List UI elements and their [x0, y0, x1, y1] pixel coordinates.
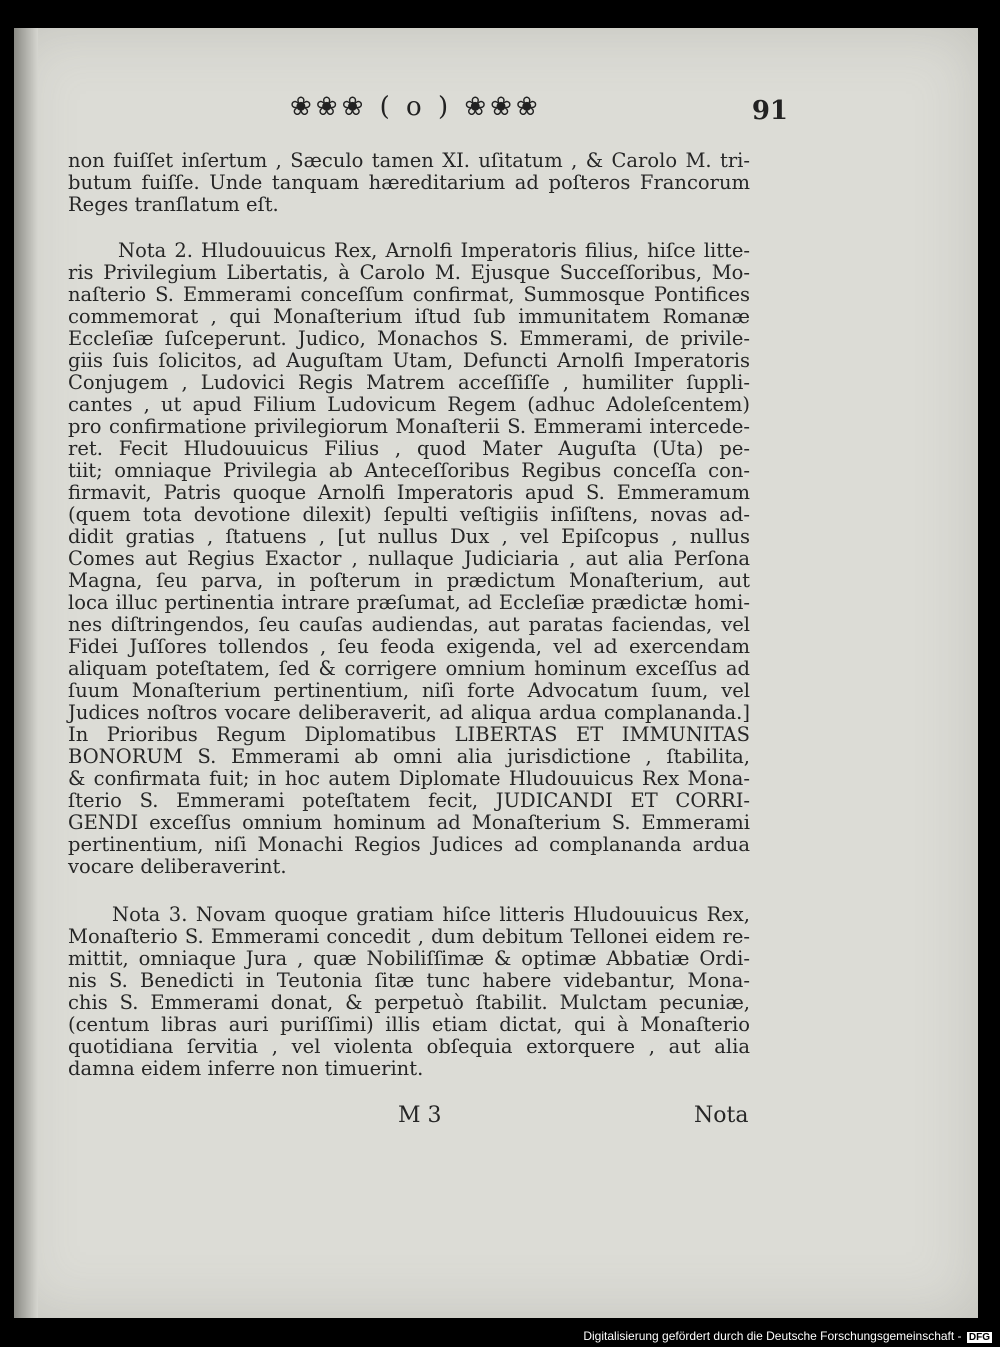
text-line: In Prioribus Regum Diplomatibus LIBERTAS ET IMMUNITAS	[68, 723, 750, 746]
page-spine-shadow	[14, 28, 38, 1318]
text-line: damna eidem inferre non timuerint.	[68, 1057, 424, 1080]
text-line: Conjugem , Ludovici Regis Matrem acceſſiſſe , humiliter ſuppli-	[68, 371, 750, 394]
text-line: Fidei Juſſores tollendos , ſeu feoda exigenda, vel ad exercendam	[68, 635, 750, 658]
text-line: vocare deliberaverint.	[68, 855, 287, 878]
text-line: ſuum Monaſterium pertinentium, niſi forte Advocatum ſuum, vel	[68, 679, 750, 702]
text-line: cantes , ut apud Filium Ludovicum Regem (adhuc Adoleſcentem)	[68, 393, 750, 416]
text-line: pro confirmatione privilegiorum Monaſterii S. Emmerami intercede-	[68, 415, 750, 438]
text-line: Eccleſiæ ſuſceperunt. Judico, Monachos S. Emmerami, de privile-	[68, 327, 750, 350]
text-line: commemorat , qui Monaſterium iſtud ſub immunitatem Romanæ	[68, 305, 750, 328]
text-line: non fuiſſet inſertum , Sæculo tamen XI. uſitatum , & Carolo M. tri-	[68, 149, 750, 172]
text-line: ret. Fecit Hludouuicus Filius , quod Mater Auguſta (Uta) pe-	[68, 437, 750, 460]
text-line: Monaſterio S. Emmerami concedit , dum debitum Tellonei eidem re-	[68, 925, 750, 948]
text-line: Judices noſtros vocare deliberaverit, ad aliqua ardua complananda.]	[68, 701, 750, 724]
text-line: (centum libras auri puriſſimi) illis etiam dictat, qui à Monaſterio	[68, 1013, 750, 1036]
dfg-logo: DFG	[968, 1332, 990, 1343]
text-line: didit gratias , ſtatuens , [ut nullus Dux , vel Epiſcopus , nullus	[68, 525, 750, 548]
page-number: 91	[751, 96, 788, 126]
header-ornament: ❀❀❀ ( o ) ❀❀❀	[290, 92, 542, 122]
text-line: naſterio S. Emmerami conceſſum confirmat, Summosque Pontifices	[68, 283, 750, 306]
text-line: pertinentium, niſi Monachi Regios Judices ad complananda ardua	[68, 833, 750, 856]
paragraph-continuation	[68, 150, 750, 216]
text-line: nis S. Benedicti in Teutonia ſitæ tunc habere videbantur, Mona-	[68, 969, 750, 992]
page-header	[0, 92, 1000, 132]
credit-text: Digitalisierung gefördert durch die Deutsche Forschungsgemeinschaft -	[583, 1329, 962, 1343]
text-line: mittit, omniaque Jura , quæ Nobiliſſimæ & optimæ Abbatiæ Ordi-	[68, 947, 750, 970]
paragraph-nota-3	[68, 904, 750, 1080]
text-line: ris Privilegium Libertatis, à Carolo M. Ejusque Succeſſoribus, Mo-	[68, 261, 750, 284]
paragraph-nota-2	[68, 240, 750, 878]
text-line: ſterio S. Emmerami poteſtatem fecit, JUDICANDI ET CORRI-	[68, 789, 750, 812]
text-line: firmavit, Patris quoque Arnolfi Imperatoris apud S. Emmeramum	[68, 481, 750, 504]
text-line: Magna, ſeu parva, in poſterum in prædictum Monaſterium, aut	[68, 569, 750, 592]
digitization-credit	[583, 1329, 992, 1343]
signature-mark: M 3	[398, 1103, 442, 1128]
text-line: giis ſuis ſolicitos, ad Auguſtam Utam, Defuncti Arnolfi Imperatoris	[68, 349, 750, 372]
text-line: quotidiana ſervitia , vel violenta obſequia extorquere , aut alia	[68, 1035, 750, 1058]
text-line: & confirmata fuit; in hoc autem Diplomate Hludouuicus Rex Mona-	[68, 767, 750, 790]
text-line: BONORUM S. Emmerami ab omni alia jurisdictione , ſtabilita,	[68, 745, 750, 768]
text-line: Comes aut Regius Exactor , nullaque Judiciaria , aut alia Perſona	[68, 547, 750, 570]
text-line: Nota 2. Hludouuicus Rex, Arnolfi Imperatoris filius, hiſce litte-	[118, 239, 750, 262]
text-line: tiit; omniaque Privilegia ab Anteceſſoribus Regibus conceſſa con-	[68, 459, 750, 482]
text-line: Reges tranſlatum eſt.	[68, 193, 279, 216]
text-line: (quem tota devotione dilexit) ſepulti veſtigiis inſiſtens, novas ad-	[68, 503, 750, 526]
text-line: aliquam poteſtatem, ſed & corrigere omnium hominum exceſſus ad	[68, 657, 750, 680]
text-line: GENDI exceſſus omnium hominum ad Monaſterium S. Emmerami	[68, 811, 750, 834]
catchword: Nota	[694, 1103, 749, 1128]
text-line: Nota 3. Novam quoque gratiam hiſce litteris Hludouuicus Rex,	[112, 903, 750, 926]
text-line: loca illuc pertinentia intrare præſumat, ad Eccleſiæ prædictæ homi-	[68, 591, 750, 614]
text-line: chis S. Emmerami donat, & perpetuò ſtabilit. Mulctam pecuniæ,	[68, 991, 750, 1014]
text-line: nes diſtringendos, ſeu cauſas audiendas, aut paratas faciendas, vel	[68, 613, 750, 636]
text-line: butum fuiſſe. Unde tanquam hæreditarium ad poſteros Francorum	[68, 171, 750, 194]
